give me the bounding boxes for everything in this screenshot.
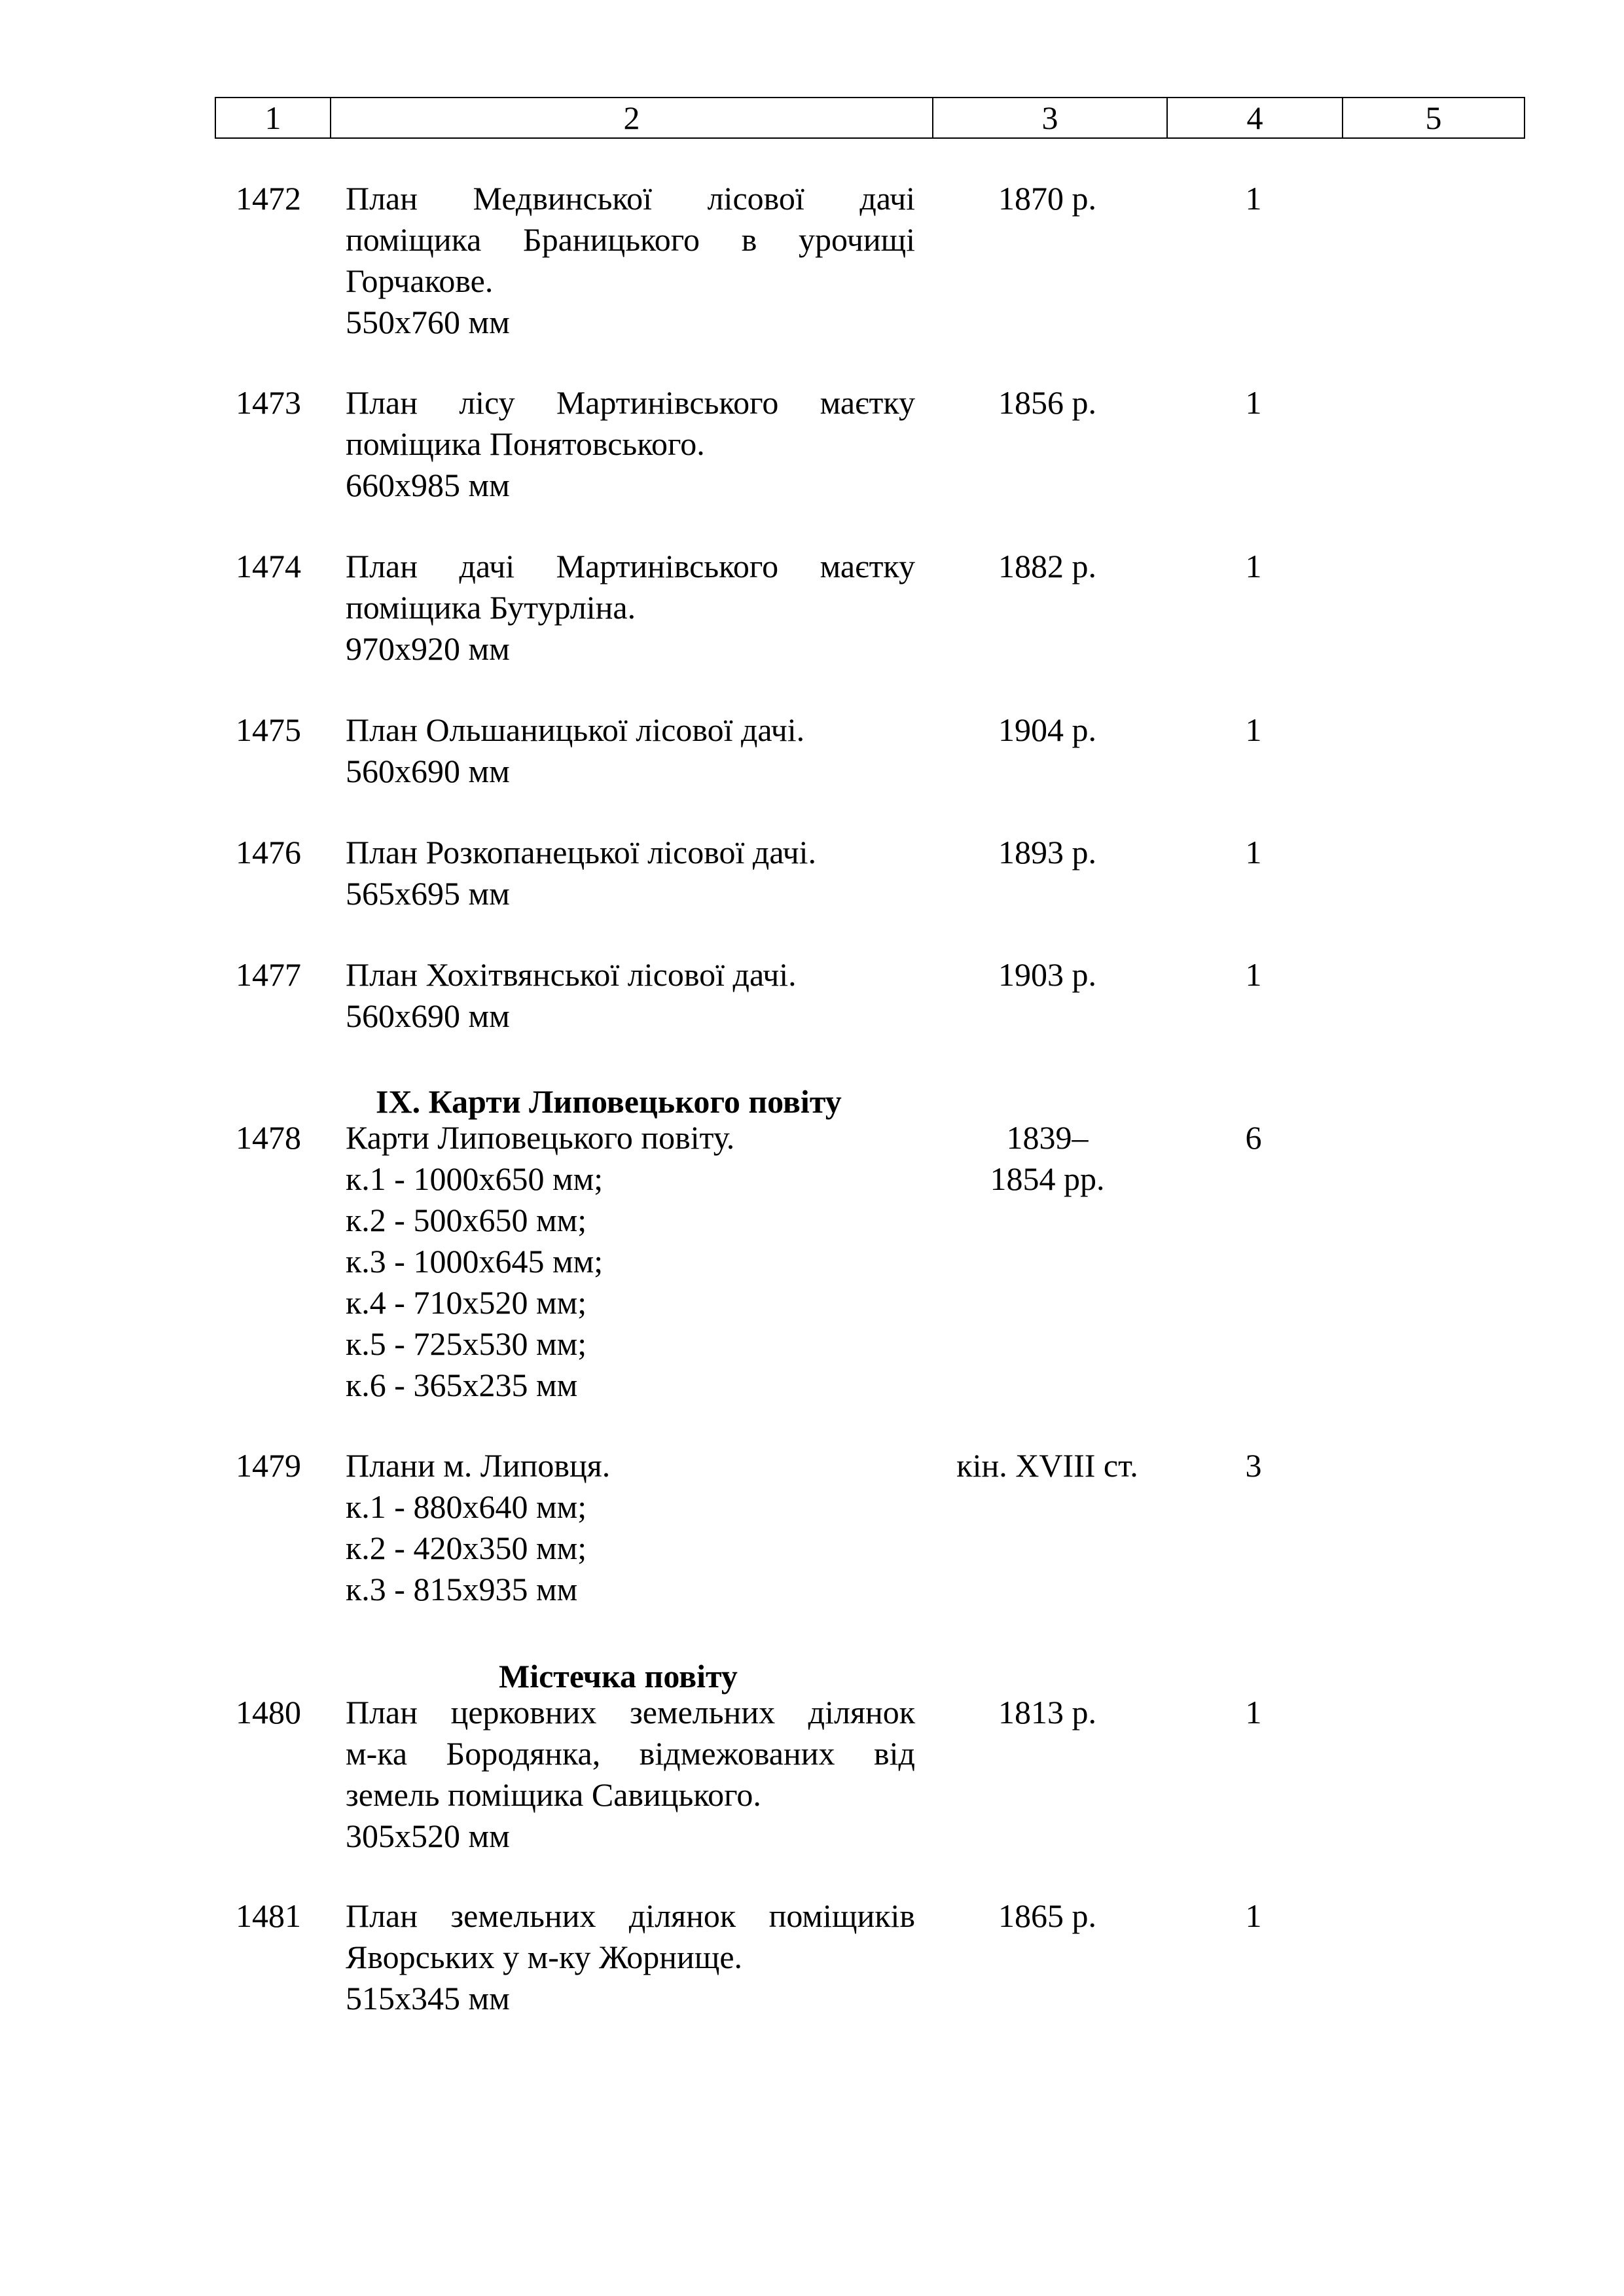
- entry-quantity: 6: [1245, 1119, 1262, 1156]
- entry-description: [346, 1692, 915, 1857]
- date-line: 1904 р.: [998, 711, 1096, 748]
- entry-description: [346, 382, 915, 506]
- column-header-cell: 5: [1343, 98, 1525, 138]
- description-line: Карти Липовецького повіту.: [346, 1119, 735, 1156]
- entry-number: 1479: [236, 1447, 301, 1484]
- entry-quantity: 1: [1245, 1694, 1262, 1731]
- entry-number: 1477: [236, 956, 301, 993]
- entry-dimensions: к.2 - 420х350 мм;: [346, 1530, 587, 1566]
- entry-dimensions: 560х690 мм: [346, 753, 510, 789]
- entry-dimensions: к.1 - 880х640 мм;: [346, 1488, 587, 1525]
- column-header-cell: 4: [1167, 98, 1343, 138]
- entry-dimensions: к.3 - 815х935 мм: [346, 1571, 578, 1607]
- date-line: 1839–: [1006, 1119, 1089, 1156]
- entry-quantity: 1: [1245, 711, 1262, 748]
- date-line: 1870 р.: [998, 180, 1096, 217]
- entry-dimensions: 565х695 мм: [346, 875, 510, 912]
- entry-date: [929, 178, 1165, 219]
- date-line: кін. XVIII ст.: [956, 1447, 1138, 1484]
- description-line: м-ка Бородянка, відмежованих від: [346, 1735, 915, 1772]
- description-line: План церковних земельних ділянок: [346, 1694, 915, 1731]
- date-line: 1882 р.: [998, 548, 1096, 584]
- entry-date: [929, 546, 1165, 587]
- entry-quantity: 1: [1245, 180, 1262, 217]
- description-line: План дачі Мартинівського маєтку: [346, 548, 915, 584]
- description-line: План Розкопанецької лісової дачі.: [346, 834, 817, 870]
- description-line: поміщика Бутурліна.: [346, 589, 636, 626]
- column-header-cell: 3: [933, 98, 1167, 138]
- entry-number: 1475: [236, 711, 301, 748]
- entry-dimensions: 515х345 мм: [346, 1980, 510, 2017]
- entry-number: 1476: [236, 834, 301, 870]
- entry-quantity: 1: [1245, 956, 1262, 993]
- entry-description: [346, 1895, 915, 2019]
- date-line: 1893 р.: [998, 834, 1096, 870]
- entry-quantity: 1: [1245, 384, 1262, 421]
- date-line: 1813 р.: [998, 1694, 1096, 1731]
- section-heading: Містечка повіту: [499, 1658, 738, 1695]
- description-line: поміщика Понятовського.: [346, 425, 705, 462]
- entry-number: 1473: [236, 384, 301, 421]
- entry-date: [929, 1445, 1165, 1486]
- entry-dimensions: 550х760 мм: [346, 304, 510, 340]
- entry-description: [346, 709, 915, 792]
- entry-number: 1481: [236, 1897, 301, 1934]
- description-line: План земельних ділянок поміщиків: [346, 1897, 915, 1934]
- entry-dimensions: 970х920 мм: [346, 630, 510, 667]
- entry-number: 1478: [236, 1119, 301, 1156]
- entry-description: [346, 1117, 915, 1406]
- entry-date: [929, 1692, 1165, 1733]
- date-line: 1903 р.: [998, 956, 1096, 993]
- entry-number: 1480: [236, 1694, 301, 1731]
- entry-date: [929, 1117, 1165, 1200]
- entry-dimensions: к.5 - 725х530 мм;: [346, 1325, 587, 1362]
- entry-quantity: 1: [1245, 834, 1262, 870]
- entry-quantity: 1: [1245, 1897, 1262, 1934]
- entry-number: 1474: [236, 548, 301, 584]
- description-line: земель поміщика Савицького.: [346, 1776, 761, 1813]
- description-line: План Хохітвянської лісової дачі.: [346, 956, 797, 993]
- description-line: План лісу Мартинівського маєтку: [346, 384, 915, 421]
- entry-quantity: 3: [1245, 1447, 1262, 1484]
- description-line: План Медвинської лісової дачі: [346, 180, 915, 217]
- column-header-cell: 2: [331, 98, 933, 138]
- entry-description: [346, 1445, 915, 1610]
- entry-date: [929, 954, 1165, 996]
- entry-date: [929, 382, 1165, 423]
- date-line: 1856 р.: [998, 384, 1096, 421]
- description-line: Плани м. Липовця.: [346, 1447, 611, 1484]
- entry-description: [346, 954, 915, 1037]
- entry-description: [346, 546, 915, 670]
- date-line: 1854 рр.: [990, 1160, 1105, 1197]
- entry-dimensions: к.3 - 1000х645 мм;: [346, 1243, 604, 1280]
- column-header-table: [215, 97, 1525, 139]
- entry-description: [346, 178, 915, 343]
- description-line: поміщика Браницького в урочищі: [346, 221, 915, 258]
- entry-number: 1472: [236, 180, 301, 217]
- entry-dimensions: 560х690 мм: [346, 997, 510, 1034]
- description-line: План Ольшаницької лісової дачі.: [346, 711, 805, 748]
- entry-dimensions: к.6 - 365х235 мм: [346, 1367, 578, 1403]
- entry-quantity: 1: [1245, 548, 1262, 584]
- entry-dimensions: 305х520 мм: [346, 1818, 510, 1854]
- section-heading: IX. Карти Липовецького повіту: [376, 1083, 842, 1120]
- entry-date: [929, 832, 1165, 873]
- entry-description: [346, 832, 915, 914]
- column-header-row: [215, 98, 1525, 138]
- entry-dimensions: к.4 - 710х520 мм;: [346, 1284, 587, 1321]
- date-line: 1865 р.: [998, 1897, 1096, 1934]
- entry-dimensions: к.2 - 500х650 мм;: [346, 1202, 587, 1238]
- description-line: Горчакове.: [346, 262, 494, 299]
- description-line: Яворських у м-ку Жорнище.: [346, 1939, 743, 1975]
- column-header-cell: 1: [215, 98, 331, 138]
- entry-dimensions: 660х985 мм: [346, 467, 510, 503]
- entry-date: [929, 709, 1165, 751]
- entry-date: [929, 1895, 1165, 1937]
- entry-dimensions: к.1 - 1000х650 мм;: [346, 1160, 604, 1197]
